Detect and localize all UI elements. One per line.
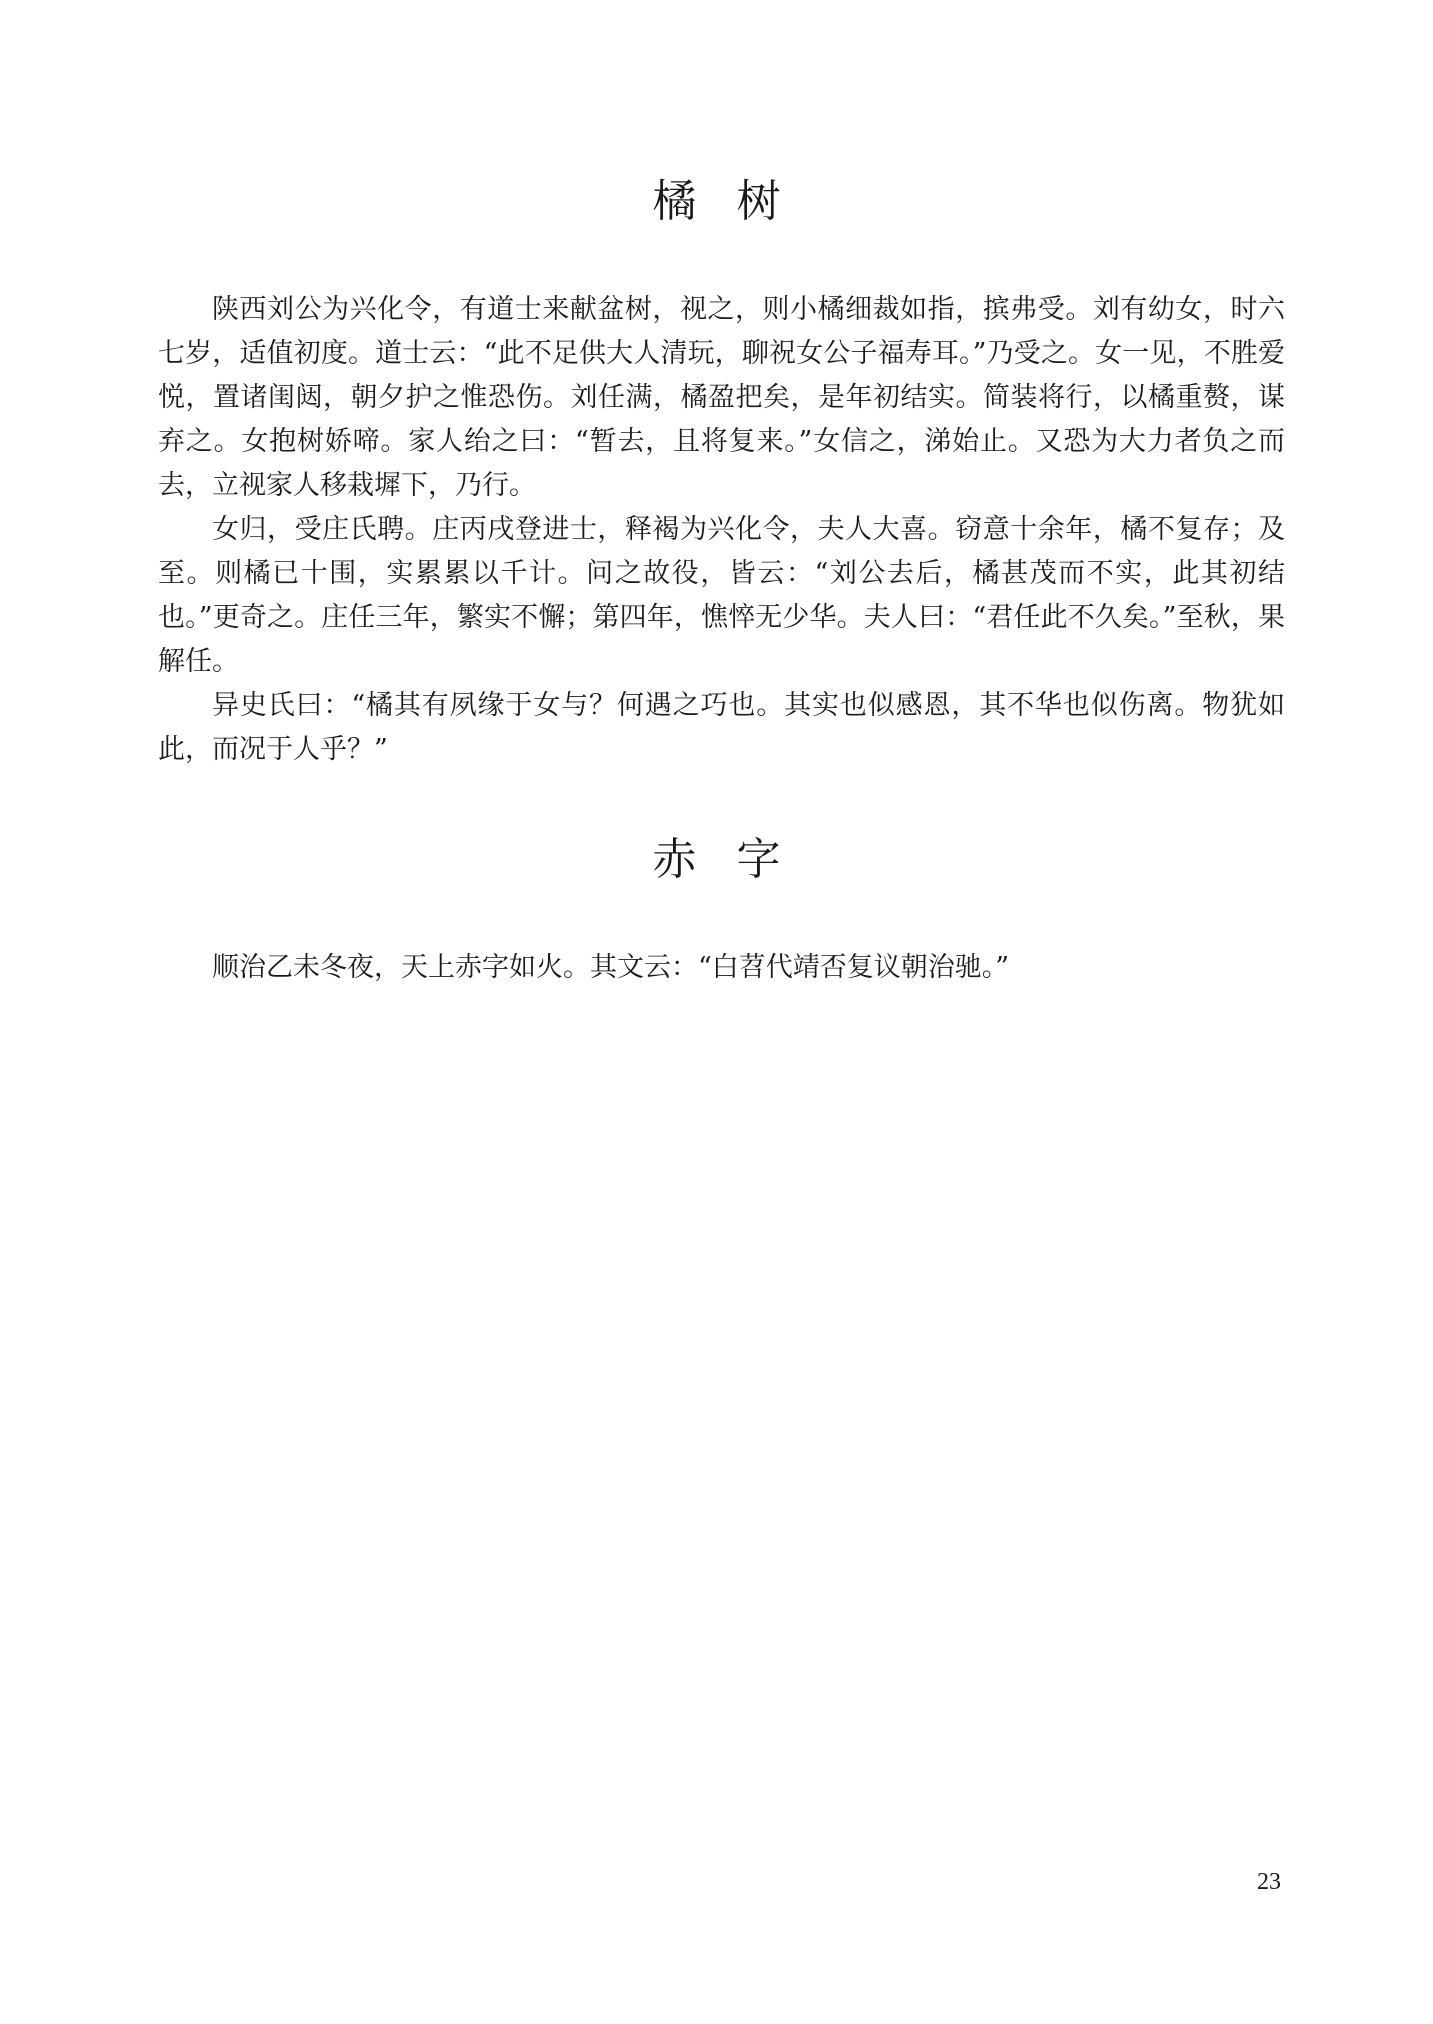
paragraph: 陕西刘公为兴化令，有道士来献盆树，视之，则小橘细裁如指，摈弗受。刘有幼女，时六七岁，适值初度。道士云：“此不足供大人清玩，聊祝女公子福寿耳。”乃受之。女一见，不胜爱悦，置诸闺闼，朝夕护之惟恐伤。刘任满，橘盈把矣，是年初结实。简装将行，以橘重赘，谋弃之。女抱树娇啼。家人绐之曰：“暂去，且将复来。”女信之，涕始止。又恐为大力者负之而去，立视家人移栽墀下，乃行。 xyxy=(158,294,1285,501)
section-body-chizi xyxy=(158,946,1285,990)
section-body-jushu xyxy=(158,288,1285,772)
page-number: 23 xyxy=(1257,1869,1281,1895)
section-title-jushu: 橘树 xyxy=(652,176,821,227)
paragraph: 顺治乙未冬夜，天上赤字如火。其文云：“白苕代靖否复议朝治驰。” xyxy=(212,952,1010,983)
paragraph: 异史氏曰：“橘其有夙缘于女与？何遇之巧也。其实也似感恩，其不华也似伤离。物犹如此，而况于人乎？” xyxy=(158,690,1285,765)
paragraph: 女归，受庄氏聘。庄丙戌登进士，释褐为兴化令，夫人大喜。窃意十余年，橘不复存；及至。则橘已十围，实累累以千计。问之故役，皆云：“刘公去后，橘甚茂而不实，此其初结也。”更奇之。庄任三年，繁实不懈；第四年，憔悴无少华。夫人曰：“君任此不久矣。”至秋，果解任。 xyxy=(158,514,1285,677)
section-title-chizi: 赤字 xyxy=(652,834,821,885)
